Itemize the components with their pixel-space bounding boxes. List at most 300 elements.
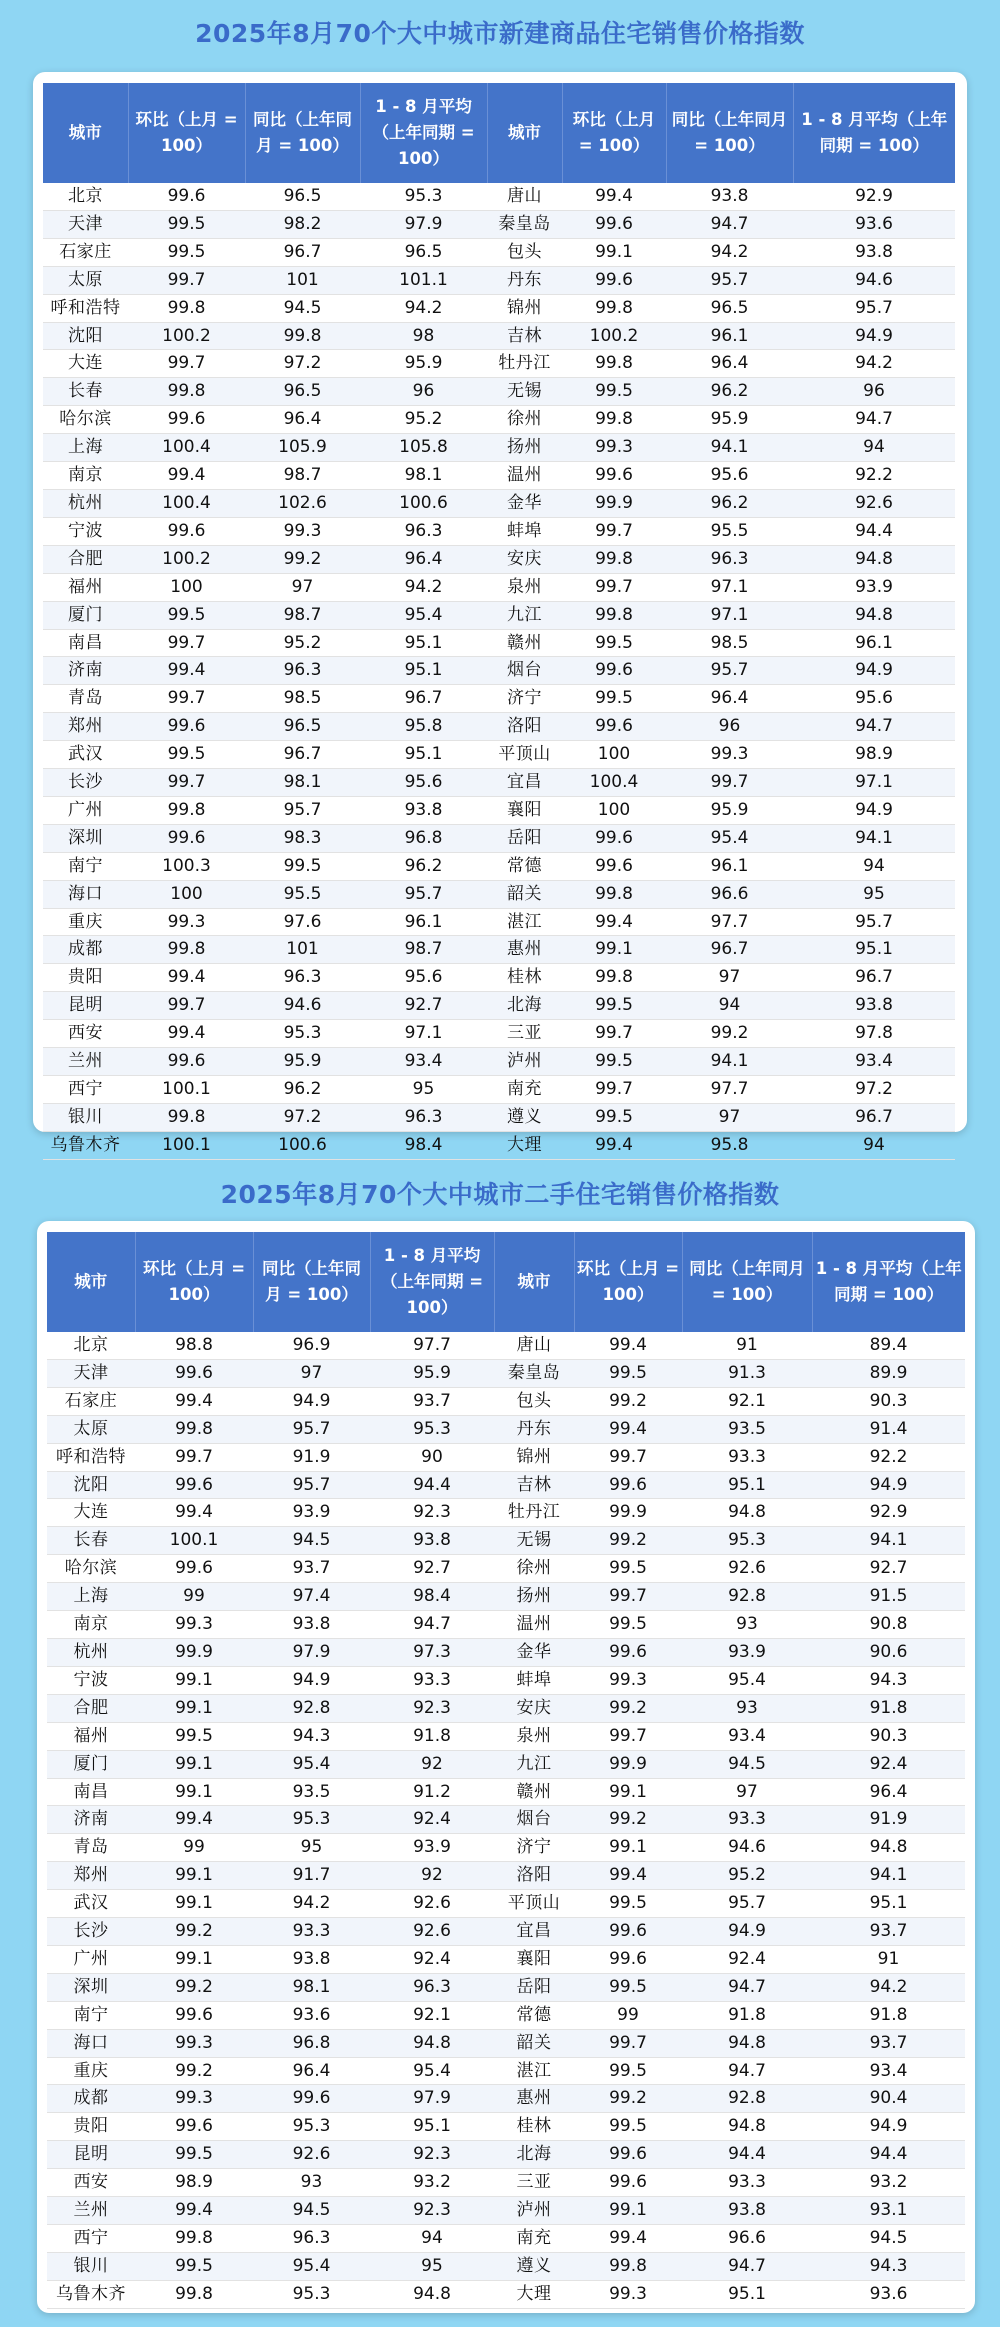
table2-title: 2025年8月70个大中城市二手住宅销售价格指数 — [220, 1180, 780, 1209]
cell-avg: 92.7 — [812, 1555, 965, 1583]
cell-mom: 99.8 — [135, 2280, 253, 2308]
cell-avg: 96.7 — [360, 685, 487, 713]
cell-avg: 92 — [370, 1862, 494, 1890]
cell-avg: 95.6 — [793, 685, 955, 713]
cell-mom: 99.2 — [135, 1918, 253, 1946]
cell-avg: 95.7 — [793, 908, 955, 936]
cell-city: 贵阳 — [47, 2113, 135, 2141]
cell-city: 太原 — [43, 266, 128, 294]
cell-city: 青岛 — [47, 1834, 135, 1862]
cell-avg: 93.9 — [793, 573, 955, 601]
cell-avg: 94.3 — [812, 2252, 965, 2280]
cell-avg: 94 — [370, 2225, 494, 2253]
cell-mom: 98.8 — [135, 1332, 253, 1359]
cell-city: 韶关 — [487, 880, 562, 908]
table-row — [43, 769, 955, 797]
header-avg-2: 1 - 8 月平均（上年同期 = 100） — [793, 83, 955, 183]
table-row — [47, 1415, 965, 1443]
cell-yoy: 93.9 — [253, 1499, 370, 1527]
cell-yoy: 95.7 — [245, 796, 360, 824]
cell-yoy: 95.5 — [666, 517, 793, 545]
cell-avg: 92.2 — [812, 1443, 965, 1471]
cell-avg: 101.1 — [360, 266, 487, 294]
cell-avg: 90 — [370, 1443, 494, 1471]
cell-yoy: 95.7 — [253, 1415, 370, 1443]
cell-avg: 95.2 — [360, 406, 487, 434]
table-row — [47, 2197, 965, 2225]
cell-yoy: 97.6 — [245, 908, 360, 936]
cell-yoy: 91.7 — [253, 1862, 370, 1890]
cell-city: 石家庄 — [43, 238, 128, 266]
cell-city: 徐州 — [494, 1555, 574, 1583]
cell-city: 南充 — [494, 2225, 574, 2253]
cell-mom: 99.3 — [135, 1611, 253, 1639]
cell-mom: 99.6 — [574, 1945, 682, 1973]
table-row — [43, 964, 955, 992]
table-row — [47, 1638, 965, 1666]
table-row — [43, 294, 955, 322]
cell-yoy: 96.9 — [253, 1332, 370, 1359]
cell-avg: 93.6 — [812, 2280, 965, 2308]
cell-city: 洛阳 — [494, 1862, 574, 1890]
cell-city: 福州 — [47, 1722, 135, 1750]
cell-city: 武汉 — [43, 741, 128, 769]
cell-city: 重庆 — [43, 908, 128, 936]
cell-city: 包头 — [487, 238, 562, 266]
cell-yoy: 96.3 — [253, 2225, 370, 2253]
cell-yoy: 96.4 — [666, 685, 793, 713]
cell-avg: 97.3 — [370, 1638, 494, 1666]
cell-mom: 99.9 — [562, 489, 666, 517]
cell-mom: 99.9 — [574, 1499, 682, 1527]
cell-yoy: 94.3 — [253, 1722, 370, 1750]
cell-city: 三亚 — [487, 1020, 562, 1048]
cell-city: 北京 — [43, 183, 128, 210]
cell-avg: 94 — [793, 1131, 955, 1159]
cell-yoy: 96.2 — [245, 1076, 360, 1104]
cell-avg: 94.8 — [370, 2280, 494, 2308]
cell-mom: 100 — [562, 796, 666, 824]
cell-yoy: 99.3 — [666, 741, 793, 769]
table-row — [47, 1862, 965, 1890]
cell-mom: 99.4 — [574, 1862, 682, 1890]
cell-city: 深圳 — [47, 1973, 135, 2001]
table-row — [47, 2225, 965, 2253]
table-row — [43, 741, 955, 769]
cell-avg: 98.1 — [360, 462, 487, 490]
cell-mom: 99.8 — [128, 1103, 245, 1131]
cell-avg: 94.2 — [360, 294, 487, 322]
cell-yoy: 94.8 — [682, 2113, 812, 2141]
cell-city: 牡丹江 — [494, 1499, 574, 1527]
cell-mom: 100 — [128, 573, 245, 601]
cell-avg: 92 — [370, 1750, 494, 1778]
cell-mom: 99.8 — [135, 1415, 253, 1443]
cell-city: 合肥 — [43, 545, 128, 573]
table-row — [43, 378, 955, 406]
cell-avg: 91.2 — [370, 1778, 494, 1806]
cell-city: 安庆 — [494, 1694, 574, 1722]
cell-city: 岳阳 — [494, 1973, 574, 2001]
cell-yoy: 95.5 — [245, 880, 360, 908]
cell-avg: 95.4 — [360, 601, 487, 629]
cell-city: 丹东 — [494, 1415, 574, 1443]
cell-mom: 99.1 — [135, 1890, 253, 1918]
cell-avg: 95.3 — [360, 183, 487, 210]
cell-avg: 89.9 — [812, 1359, 965, 1387]
cell-mom: 99.6 — [128, 824, 245, 852]
cell-yoy: 94.9 — [253, 1387, 370, 1415]
cell-yoy: 94.6 — [245, 992, 360, 1020]
cell-avg: 95.6 — [360, 964, 487, 992]
cell-avg: 96.3 — [360, 1103, 487, 1131]
table-row — [47, 1499, 965, 1527]
cell-mom: 100.2 — [128, 322, 245, 350]
cell-city: 上海 — [43, 434, 128, 462]
cell-city: 广州 — [43, 796, 128, 824]
header-avg: 1 - 8 月平均（上年同期 = 100） — [370, 1232, 494, 1332]
header-city: 城市 — [47, 1232, 135, 1332]
cell-mom: 100.3 — [128, 852, 245, 880]
cell-avg: 98 — [360, 322, 487, 350]
cell-yoy: 101 — [245, 936, 360, 964]
cell-yoy: 98.5 — [666, 629, 793, 657]
cell-avg: 94.1 — [793, 824, 955, 852]
cell-city: 长春 — [47, 1527, 135, 1555]
cell-mom: 99.1 — [135, 1862, 253, 1890]
cell-yoy: 96.6 — [682, 2225, 812, 2253]
cell-yoy: 93.6 — [253, 2001, 370, 2029]
cell-mom: 99.8 — [562, 880, 666, 908]
cell-city: 蚌埠 — [494, 1666, 574, 1694]
cell-yoy: 97.1 — [666, 601, 793, 629]
cell-avg: 93.4 — [793, 1048, 955, 1076]
cell-yoy: 98.1 — [253, 1973, 370, 2001]
cell-avg: 92.3 — [370, 2141, 494, 2169]
cell-city: 惠州 — [487, 936, 562, 964]
cell-city: 洛阳 — [487, 713, 562, 741]
cell-mom: 100.1 — [128, 1131, 245, 1159]
cell-avg: 92.4 — [370, 1945, 494, 1973]
cell-mom: 99.6 — [128, 1048, 245, 1076]
cell-avg: 97.9 — [370, 2085, 494, 2113]
cell-yoy: 97.4 — [253, 1583, 370, 1611]
cell-yoy: 92.8 — [253, 1694, 370, 1722]
cell-yoy: 97 — [682, 1778, 812, 1806]
cell-city: 南昌 — [47, 1778, 135, 1806]
cell-avg: 93.2 — [370, 2169, 494, 2197]
cell-mom: 100.2 — [128, 545, 245, 573]
cell-mom: 100 — [562, 741, 666, 769]
cell-yoy: 92.6 — [253, 2141, 370, 2169]
cell-city: 常德 — [487, 852, 562, 880]
cell-mom: 99.7 — [128, 266, 245, 294]
cell-avg: 92.2 — [793, 462, 955, 490]
cell-yoy: 95.1 — [682, 2280, 812, 2308]
cell-avg: 94.7 — [793, 713, 955, 741]
cell-mom: 99.6 — [574, 2169, 682, 2197]
cell-mom: 99.8 — [562, 294, 666, 322]
cell-mom: 99.4 — [562, 1131, 666, 1159]
cell-mom: 99.6 — [574, 1638, 682, 1666]
header-mom-2: 环比（上月 = 100） — [574, 1232, 682, 1332]
cell-yoy: 96.7 — [245, 238, 360, 266]
cell-avg: 93.9 — [370, 1834, 494, 1862]
cell-mom: 99.6 — [562, 210, 666, 238]
cell-city: 哈尔滨 — [43, 406, 128, 434]
cell-avg: 96.4 — [360, 545, 487, 573]
header-mom: 环比（上月 = 100） — [128, 83, 245, 183]
cell-mom: 100.4 — [128, 489, 245, 517]
cell-city: 福州 — [43, 573, 128, 601]
cell-yoy: 94.1 — [666, 434, 793, 462]
cell-yoy: 96.4 — [253, 2057, 370, 2085]
cell-yoy: 95.9 — [245, 1048, 360, 1076]
cell-city: 青岛 — [43, 685, 128, 713]
cell-city: 徐州 — [487, 406, 562, 434]
cell-city: 西安 — [47, 2169, 135, 2197]
cell-city: 秦皇岛 — [487, 210, 562, 238]
cell-avg: 93.4 — [360, 1048, 487, 1076]
cell-city: 锦州 — [487, 294, 562, 322]
cell-mom: 99.9 — [574, 1750, 682, 1778]
cell-yoy: 96.3 — [666, 545, 793, 573]
cell-yoy: 94.2 — [666, 238, 793, 266]
table-row — [43, 908, 955, 936]
cell-yoy: 94.6 — [682, 1834, 812, 1862]
cell-avg: 93.7 — [370, 1387, 494, 1415]
cell-mom: 99.6 — [135, 1471, 253, 1499]
cell-yoy: 98.1 — [245, 769, 360, 797]
table-row — [43, 350, 955, 378]
cell-yoy: 93.9 — [682, 1638, 812, 1666]
cell-yoy: 94.9 — [682, 1918, 812, 1946]
cell-city: 沈阳 — [43, 322, 128, 350]
cell-avg: 95.1 — [793, 936, 955, 964]
cell-yoy: 99.6 — [253, 2085, 370, 2113]
cell-yoy: 93.3 — [682, 1806, 812, 1834]
cell-avg: 94.2 — [812, 1973, 965, 2001]
cell-mom: 99.1 — [562, 238, 666, 266]
cell-city: 安庆 — [487, 545, 562, 573]
cell-city: 银川 — [43, 1103, 128, 1131]
cell-avg: 93.2 — [812, 2169, 965, 2197]
cell-avg: 95.1 — [360, 629, 487, 657]
header-avg-2: 1 - 8 月平均（上年同期 = 100） — [812, 1232, 965, 1332]
cell-yoy: 93.3 — [682, 1443, 812, 1471]
cell-mom: 99.5 — [128, 210, 245, 238]
cell-city: 金华 — [487, 489, 562, 517]
cell-avg: 93.8 — [360, 796, 487, 824]
cell-mom: 99.3 — [135, 2029, 253, 2057]
cell-mom: 99.1 — [562, 936, 666, 964]
cell-city: 赣州 — [487, 629, 562, 657]
cell-city: 秦皇岛 — [494, 1359, 574, 1387]
cell-city: 杭州 — [47, 1638, 135, 1666]
table-row — [47, 1694, 965, 1722]
header-avg: 1 - 8 月平均（上年同期 = 100） — [360, 83, 487, 183]
cell-mom: 99.8 — [574, 2252, 682, 2280]
cell-mom: 99.8 — [562, 406, 666, 434]
table-row — [47, 1611, 965, 1639]
cell-yoy: 95.4 — [253, 1750, 370, 1778]
table-row — [43, 462, 955, 490]
cell-yoy: 96.4 — [245, 406, 360, 434]
cell-avg: 95 — [370, 2252, 494, 2280]
cell-avg: 95.3 — [370, 1415, 494, 1443]
cell-avg: 97.7 — [370, 1332, 494, 1359]
cell-yoy: 98.5 — [245, 685, 360, 713]
cell-mom: 99.6 — [562, 657, 666, 685]
cell-mom: 99.3 — [574, 2280, 682, 2308]
cell-avg: 96.4 — [812, 1778, 965, 1806]
cell-city: 海口 — [43, 880, 128, 908]
cell-mom: 99.5 — [562, 1103, 666, 1131]
cell-avg: 94.5 — [812, 2225, 965, 2253]
cell-avg: 95.4 — [370, 2057, 494, 2085]
cell-avg: 92.6 — [370, 1918, 494, 1946]
cell-yoy: 97 — [666, 964, 793, 992]
cell-mom: 99.4 — [574, 2225, 682, 2253]
cell-yoy: 94.8 — [682, 1499, 812, 1527]
cell-city: 深圳 — [43, 824, 128, 852]
cell-city: 乌鲁木齐 — [43, 1131, 128, 1159]
cell-mom: 99.1 — [574, 1778, 682, 1806]
cell-mom: 99.1 — [135, 1750, 253, 1778]
cell-mom: 99.2 — [574, 2085, 682, 2113]
cell-city: 包头 — [494, 1387, 574, 1415]
cell-mom: 99.7 — [128, 992, 245, 1020]
cell-mom: 99.9 — [135, 1638, 253, 1666]
cell-yoy: 93.8 — [253, 1611, 370, 1639]
cell-mom: 99.1 — [574, 2197, 682, 2225]
cell-yoy: 100.6 — [245, 1131, 360, 1159]
cell-yoy: 94.5 — [682, 1750, 812, 1778]
cell-mom: 99.5 — [574, 1555, 682, 1583]
cell-yoy: 93.3 — [682, 2169, 812, 2197]
cell-avg: 98.7 — [360, 936, 487, 964]
cell-city: 呼和浩特 — [43, 294, 128, 322]
cell-city: 唐山 — [494, 1332, 574, 1359]
cell-mom: 99.7 — [574, 1722, 682, 1750]
cell-yoy: 94 — [666, 992, 793, 1020]
cell-avg: 94.9 — [793, 657, 955, 685]
cell-yoy: 95.3 — [253, 2280, 370, 2308]
cell-yoy: 99.8 — [245, 322, 360, 350]
table1-title: 2025年8月70个大中城市新建商品住宅销售价格指数 — [195, 19, 805, 48]
table-row — [47, 1778, 965, 1806]
cell-yoy: 94.1 — [666, 1048, 793, 1076]
cell-city: 上海 — [47, 1583, 135, 1611]
cell-city: 常德 — [494, 2001, 574, 2029]
cell-city: 泉州 — [487, 573, 562, 601]
cell-city: 金华 — [494, 1638, 574, 1666]
table-row — [47, 1583, 965, 1611]
cell-mom: 99.7 — [574, 2029, 682, 2057]
table-row — [43, 238, 955, 266]
cell-city: 太原 — [47, 1415, 135, 1443]
cell-mom: 99.5 — [574, 1359, 682, 1387]
cell-avg: 96.7 — [793, 1103, 955, 1131]
cell-mom: 99.5 — [135, 2141, 253, 2169]
cell-mom: 99.6 — [562, 824, 666, 852]
cell-mom: 99.6 — [128, 713, 245, 741]
cell-yoy: 97.7 — [666, 1076, 793, 1104]
cell-avg: 94.8 — [370, 2029, 494, 2057]
cell-yoy: 95.6 — [666, 462, 793, 490]
cell-avg: 95.1 — [360, 657, 487, 685]
cell-avg: 95.9 — [370, 1359, 494, 1387]
cell-city: 济南 — [47, 1806, 135, 1834]
cell-mom: 100.2 — [562, 322, 666, 350]
table-row — [47, 1750, 965, 1778]
cell-yoy: 96.5 — [245, 183, 360, 210]
table-row — [47, 2280, 965, 2308]
cell-avg: 93.8 — [793, 992, 955, 1020]
cell-city: 大连 — [43, 350, 128, 378]
cell-mom: 99.4 — [574, 1332, 682, 1359]
header-city-2: 城市 — [494, 1232, 574, 1332]
cell-mom: 99.7 — [562, 1020, 666, 1048]
cell-mom: 100 — [128, 880, 245, 908]
cell-avg: 95.9 — [360, 350, 487, 378]
cell-city: 湛江 — [487, 908, 562, 936]
cell-yoy: 95.8 — [666, 1131, 793, 1159]
cell-yoy: 96 — [666, 713, 793, 741]
cell-avg: 90.3 — [812, 1387, 965, 1415]
cell-city: 昆明 — [47, 2141, 135, 2169]
cell-yoy: 102.6 — [245, 489, 360, 517]
cell-mom: 99.8 — [128, 378, 245, 406]
cell-city: 襄阳 — [487, 796, 562, 824]
cell-city: 泉州 — [494, 1722, 574, 1750]
cell-city: 宜昌 — [487, 769, 562, 797]
cell-mom: 99.7 — [128, 350, 245, 378]
cell-avg: 94.4 — [370, 1471, 494, 1499]
table-row — [47, 1806, 965, 1834]
cell-yoy: 95.7 — [253, 1471, 370, 1499]
cell-mom: 99.1 — [574, 1834, 682, 1862]
cell-avg: 94.9 — [793, 322, 955, 350]
cell-yoy: 94.7 — [682, 2252, 812, 2280]
table-row — [47, 1945, 965, 1973]
table-row — [47, 2169, 965, 2197]
cell-yoy: 99.7 — [666, 769, 793, 797]
cell-avg: 96.5 — [360, 238, 487, 266]
cell-mom: 99.4 — [574, 1415, 682, 1443]
cell-city: 九江 — [487, 601, 562, 629]
cell-city: 惠州 — [494, 2085, 574, 2113]
cell-yoy: 95.2 — [245, 629, 360, 657]
cell-yoy: 94.7 — [682, 2057, 812, 2085]
table-row — [43, 183, 955, 210]
cell-yoy: 96.2 — [666, 378, 793, 406]
cell-yoy: 96.6 — [666, 880, 793, 908]
cell-avg: 95.1 — [812, 1890, 965, 1918]
cell-yoy: 93.8 — [682, 2197, 812, 2225]
cell-mom: 99.7 — [135, 1443, 253, 1471]
cell-avg: 97.9 — [360, 210, 487, 238]
cell-avg: 94.3 — [812, 1666, 965, 1694]
cell-mom: 99.4 — [135, 1387, 253, 1415]
cell-city: 厦门 — [43, 601, 128, 629]
cell-mom: 99.6 — [562, 462, 666, 490]
cell-yoy: 96.4 — [666, 350, 793, 378]
cell-avg: 95 — [360, 1076, 487, 1104]
cell-yoy: 97 — [245, 573, 360, 601]
cell-city: 济宁 — [494, 1834, 574, 1862]
cell-avg: 94 — [793, 852, 955, 880]
